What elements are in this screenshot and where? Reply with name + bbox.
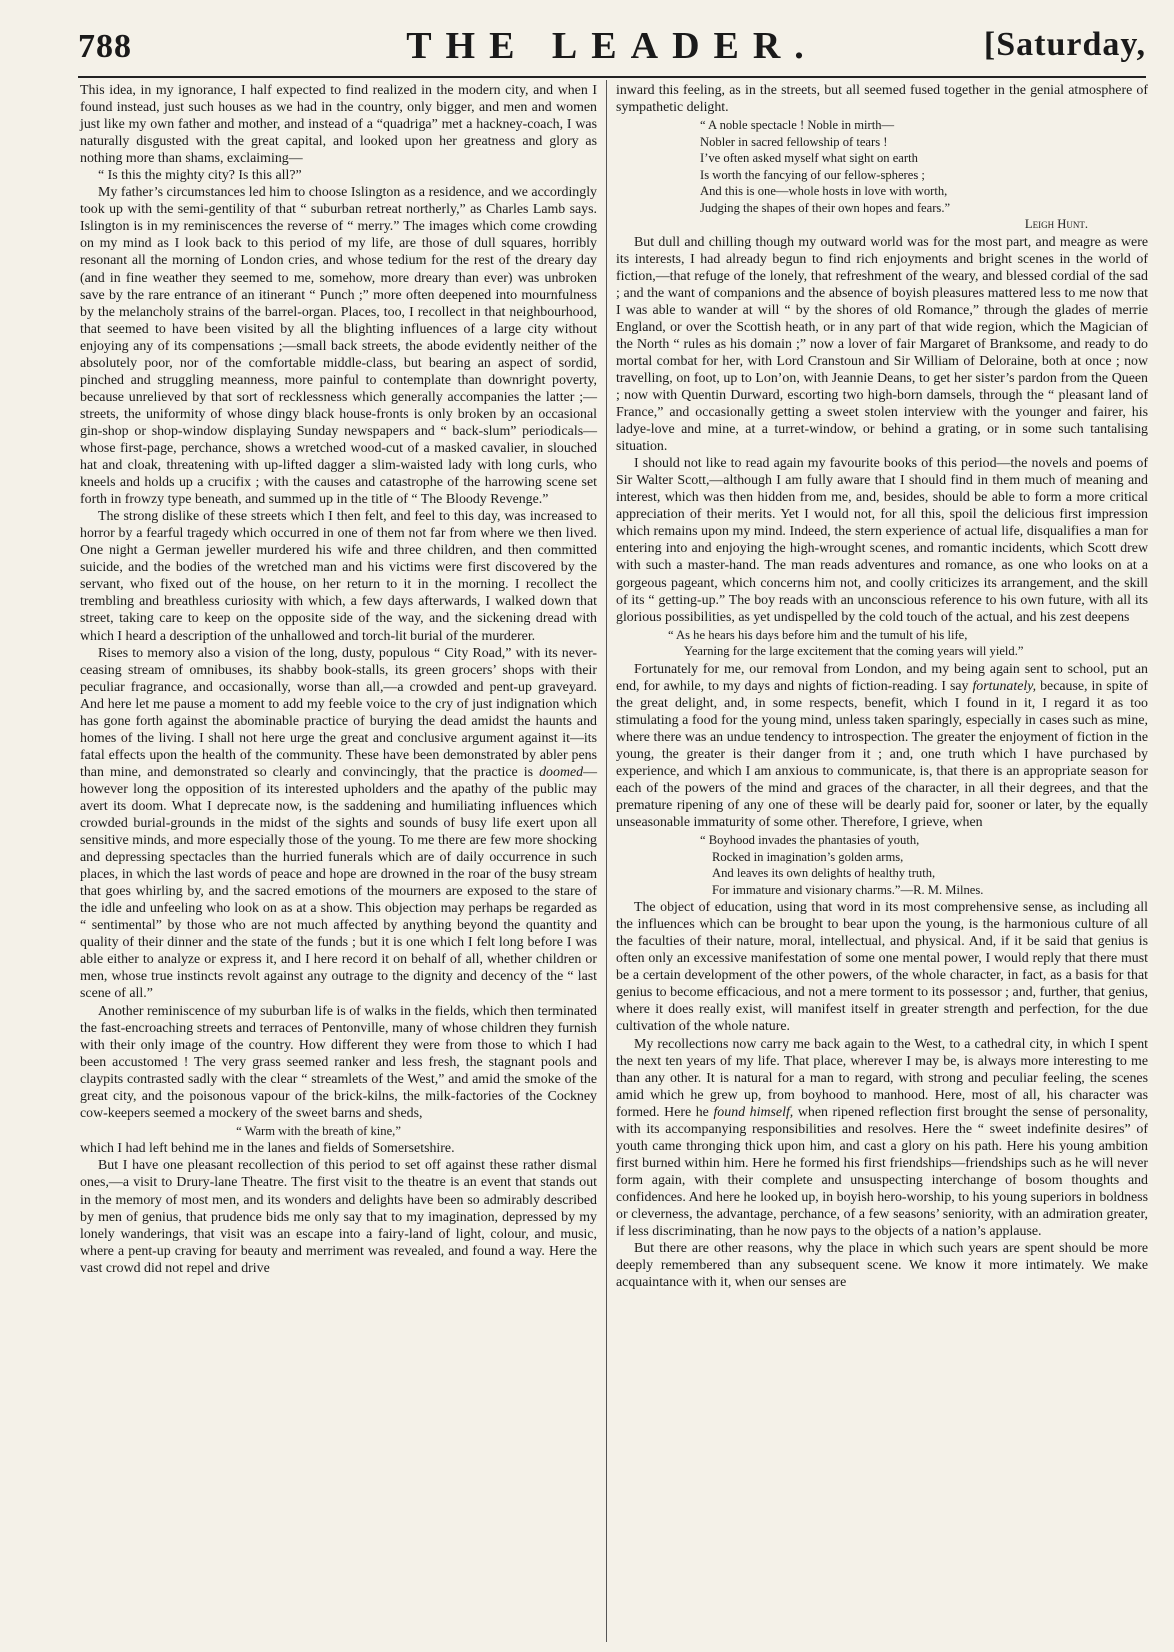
poem-line: Nobler in sacred fellowship of tears !	[700, 134, 888, 149]
poem-block	[616, 117, 1148, 233]
text-run: Rises to memory also a vision of the long, dusty, populous “ City Road,” with its never-ceasing stream of omnibuses, its shabby book-stalls, its green grocers’ shops with their peculiar fragrance, and occasionally, worse than all,—a crowded and pent-up graveyard. And here let me pause a moment to add my feeble voice to the cry of just indignation which has gone forth against the abominable practice of burying the dead amidst the haunts and homes of the living. I shall not here urge the great and conclusive argument against it—its fatal effects upon the health of the community. These have been demonstrated by abler pens than mine, and demonstrated so clearly and convincingly, that the practice is	[80, 645, 597, 780]
paragraph: inward this feeling, as in the streets, but all seemed fused together in the genial atmosphere of sympathetic delight.	[616, 83, 1148, 116]
text-run: Fortunately for me, our removal from London, and my being again sent to school, put an end, for awhile, to my days and nights of fiction-reading. I say	[616, 661, 1148, 694]
page-header	[78, 22, 1146, 74]
masthead-title: THE LEADER.	[406, 25, 818, 67]
paragraph: The object of education, using that word in its most comprehensive sense, as including all the influences which can be brought to bear upon the young, is the harmonious culture of all the faculties of their nature, moral, intellectual, and physical. And, if it be said that genius is often only an excessive manifestation of some one mental power, I would reply that there must be a certain development of the other powers, of the whole character, in fact, as a basis for that genius to become efficacious, and not a mere torment to its possessor ; and, further, that genius, where it does really exist, will manifest itself in greater strength and perfection, for the due cultivation of the whole nature.	[616, 900, 1148, 1035]
poem-block	[616, 832, 1148, 898]
poem-line: And this is one—whole hosts in love with worth,	[700, 184, 948, 199]
paragraph: This idea, in my ignorance, I half expected to find realized in the modern city, and when I found instead, just such houses as we had in the country, only bigger, and men and women just like my own father and mother, and instead of a “quadriga” met a hackney-coach, I was naturally disgusted with the great capital, and looked upon her greatness and glory as nothing more than shams, exclaiming—	[80, 83, 597, 167]
emphasis: doomed	[539, 764, 584, 780]
right-column	[616, 82, 1148, 1291]
paragraph: Another reminiscence of my suburban life is of walks in the fields, which then terminated the fast-encroaching streets and terraces of Pentonville, many of whose children they furnish with their only image of the country. How different they were from those to which I had been accustomed ! The very grass seemed ranker and less fresh, the stagnant pools and claypits contrasted sadly with the clear “ streamlets of the West,” and amid the smoke of the great city, and the poisonous vapour of the brick-kilns, the milk-factories of the Cockney cow-keepers seemed a mockery of the sweet barns and sheds,	[80, 1003, 597, 1121]
header-rule	[78, 76, 1146, 78]
paragraph	[616, 661, 1148, 831]
emphasis: found himself,	[713, 1104, 794, 1120]
text-run: —however long the opposition of its interested upholders and the apathy of the public may avert its doom. What I deprecate now, is the saddening and humiliating influences which crowded burial-grounds in the midst of the sights and sounds of busy life exert upon all sensitive minds, and more especially those of the young. To me there are few more shocking and depressing spectacles than the hurried funerals which are of daily occurrence in such places, in which the last words of peace and hope are drowned in the roar of the busy stream that goes whirling by, and the sacred emotions of the mourners are exposed to the stare of the idle and unfeeling who look on as at a show. This objection may perhaps be regarded as “ sentimental” by those who are not much affected by anything beyond the quantity and quality of their dinner and the state of the funds ; but it is one which I felt long before I was able either to analyze or express it, and I here record it on behalf of all, whether children or men, whose true instincts revolt against any outrage to the dignity and decency of the “ last scene of all.”	[80, 764, 597, 1002]
left-column	[80, 82, 597, 1277]
poem-line: Rocked in imagination’s golden arms,	[712, 849, 904, 864]
text-run: when ripened reflection first brought the sense of personality, with its accompanying responsibilities and resolves. Here the “ sweet indefinite desires” of youth came thronging thick upon him, and cast a glory on his path. Here his young ambition first burned within him. Here he formed his first friendships—friendships such as he will never form again, with their complete and unsuspecting interchange of bosom thoughts and confidences. And here he looked up, in boyish hero-worship, to his young superiors in boldness or cleverness, the advantage, perchance, of a few seasons’ seniority, with an admiration greater, if less discriminating, than he now pays to the objects of a nation’s applause.	[616, 1104, 1148, 1240]
quote-line: “ Warm with the breath of kine,”	[236, 1123, 401, 1138]
poem-line: “ Boyhood invades the phantasies of youth,	[700, 833, 920, 848]
paragraph: But dull and chilling though my outward world was for the most part, and meagre as were its interests, I had already begun to find rich enjoyments and bright scenes in the world of fiction,—that refuge of the lonely, that refreshment of the weary, and blessed cordial of the sad ; and the want of companions and the absence of boyish pleasures mattered less to me now that I was able to wander at will “ by the shores of old Romance,” through the glades of merrie England, or over the Scottish heath, or in any part of that wide region, which the Magician of the North “ rules as his domain ;” now a lover of fair Margaret of Branksome, and ready to do mortal combat for her, with Lord Cranstoun and Sir William of Deloraine, both at once ; now travelling, on foot, up to Lon’on, with Jeannie Deans, to get her sister’s pardon from the Queen ; now with Quentin Durward, escorting two high-born damsels, through the “ pleasant land of France,” and occasionally getting a sweet stolen interview with the younger and fairer, his ladye-love and mine, at a turret-window, or behind a grating, or in some such tantalising situation.	[616, 234, 1148, 455]
text-run: My recollections now carry me back again to the West, to a cathedral city, in which I spent the next ten years of my life. That place, wherever I may be, is always more interesting to me than any other. It is natural for a man to regard, with strong and peculiar feeling, the scenes amid which he grew up, from boyhood to manhood. Here, most of all, his character was formed. Here he	[616, 1036, 1148, 1120]
poem-line: Judging the shapes of their own hopes and fears.”	[700, 200, 951, 215]
quote-block	[80, 1123, 597, 1140]
paragraph: I should not like to read again my favourite books of this period—the novels and poems of Sir Walter Scott,—although I am fully aware that I should find in them much of meaning and interest, which was then hidden from me, and, besides, should be able to form a more critical appreciation of their merits. Yet I would not, for all this, spoil the delicious first impression which remains upon my mind. Indeed, the stern experience of actual life, disqualifies a man for entering into and enjoying the high-wrought scenes, and romantic incidents, which Scott drew with such a master-hand. The man reads adventures and romance, as one who looks on at a gorgeous pageant, which concerns him not, and coolly criticizes its arrangement, and the skill of its “ getting-up.” The boy reads with an unconscious reference to his own future, with all its glorious possibilities, as yet undispelled by the cold touch of the actual, and his zest deepens	[616, 456, 1148, 625]
issue-day: [Saturday,	[983, 26, 1146, 63]
paragraph	[80, 645, 597, 1003]
paragraph: My father’s circumstances led him to choose Islington as a residence, and we accordingly took up with the semi-gentility of that “ suburban retreat northerly,” as Charles Lamb says. Islington is in my reminiscences the reverse of “ merry.” The images which come crowding on my mind as I look back to this period of my life, are those of dull squares, horribly resonant all the morning of London cries, and whose tedium for the rest of the dreary day (and in fine weather they seemed to me, somehow, more dreary than ever) was unbroken save by the rare entrance of an itinerant “ Punch ;” more often deepened into mournfulness by the melancholy strains of the barrel-organ. Places, too, I recollect in that neighbourhood, that seemed to have been visited by all the blighting influences of a large city without enjoying any of its compensations ;—small back streets, the abode evidently neither of the absolutely poor, nor of the comfortable middle-class, but bearing an aspect of sordid, pinched and struggling meanness, more painful to contemplate than downright poverty, because unrelieved by that sort of recklessness which generally accompanies the latter ;— streets, the uniformity of whose dingy black house-fronts is only broken by an occasional gin-shop or shop-window displaying Sunday newspapers and “ back-slum” periodicals—whose first-page, perchance, shows a wretched wood-cut of a masked cavalier, in slouched hat and cloak, threatening with up-lifted dagger a slim-waisted lady with long curls, who kneels and holds up a crucifix ; with the causes and catastrophe of the harrowing scene set forth in frowzy type beneath, and summed up in the title of “ The Bloody Revenge.”	[80, 185, 597, 508]
quote-line: “ As he hears his days before him and the tumult of his life,	[668, 627, 968, 642]
quote-line: “ Is this the mighty city? Is this all?”	[98, 168, 302, 184]
page-number: 788	[78, 28, 132, 65]
emphasis: fortunately,	[972, 678, 1037, 694]
poem-line: And leaves its own delights of healthy truth,	[712, 866, 936, 881]
poem-line: “ A noble spectacle ! Noble in mirth—	[700, 118, 895, 133]
quote-block	[616, 627, 1148, 660]
poem-line: I’ve often asked myself what sight on earth	[700, 151, 918, 166]
poem-attribution: Leigh Hunt.	[1024, 217, 1088, 232]
paragraph	[616, 1036, 1148, 1241]
paragraph: But there are other reasons, why the place in which such years are spent should be more deeply remembered than any subsequent scene. We know it more intimately. We make acquaintance with it, when our senses are	[616, 1241, 1148, 1291]
paragraph: The strong dislike of these streets which I then felt, and feel to this day, was increased to horror by a fearful tragedy which occurred in one of them not far from where we then lived. One night a German jeweller murdered his wife and three children, and then committed suicide, and the bodies of the wretched man and his victims were first discovered by the servant, who fixed out of the house, on her return to it in the morning. I recollect the trembling and breathless curiosity with which, a few days afterwards, I walked down that street, taking care to keep on the opposite side of the way, and the sickening dread with which I heard a description of the unhallowed and torch-lit burial of the murderer.	[80, 509, 597, 644]
poem-line: For immature and visionary charms.”—R. M. Milnes.	[712, 882, 984, 897]
paragraph: which I had left behind me in the lanes and fields of Somersetshire.	[80, 1141, 455, 1157]
quote-line: Yearning for the large excitement that the coming years will yield.”	[684, 644, 1024, 659]
column-divider	[606, 80, 607, 1642]
text-run: because, in spite of the great delight, and, in some respects, benefit, which I found in it, I regard it as too stimulating a food for the young mind, unless taken sparingly, especially in cases such as mine, where there was an undue tendency to introspection. The greater the enjoyment of fiction in the young, the greater is their danger from it ; and, one truth which I have purchased by experience, and which I am anxious to communicate, is, that there is an appropriate season for each of the powers of the mind and graces of the character, in all their degrees, and that the premature ripening of any one of these will be dearly paid for, sooner or later, by the equally unseasonable immaturity of some other. Therefore, I grieve, when	[616, 678, 1148, 831]
paragraph: But I have one pleasant recollection of this period to set off against these rather dismal ones,—a visit to Drury-lane Theatre. The first visit to the theatre is an event that stands out in the memory of most men, and its wonders and delights have been so admirably described by men of genius, that prudence bids me only say that to my imagination, depressed by my lonely wanderings, that visit was an escape into a fairy-land of light, colour, and music, where a pent-up craving for beauty and merriment was revealed, and found a way. Here the vast crowd did not repel and drive	[80, 1158, 597, 1276]
poem-line: Is worth the fancying of our fellow-spheres ;	[700, 167, 925, 182]
